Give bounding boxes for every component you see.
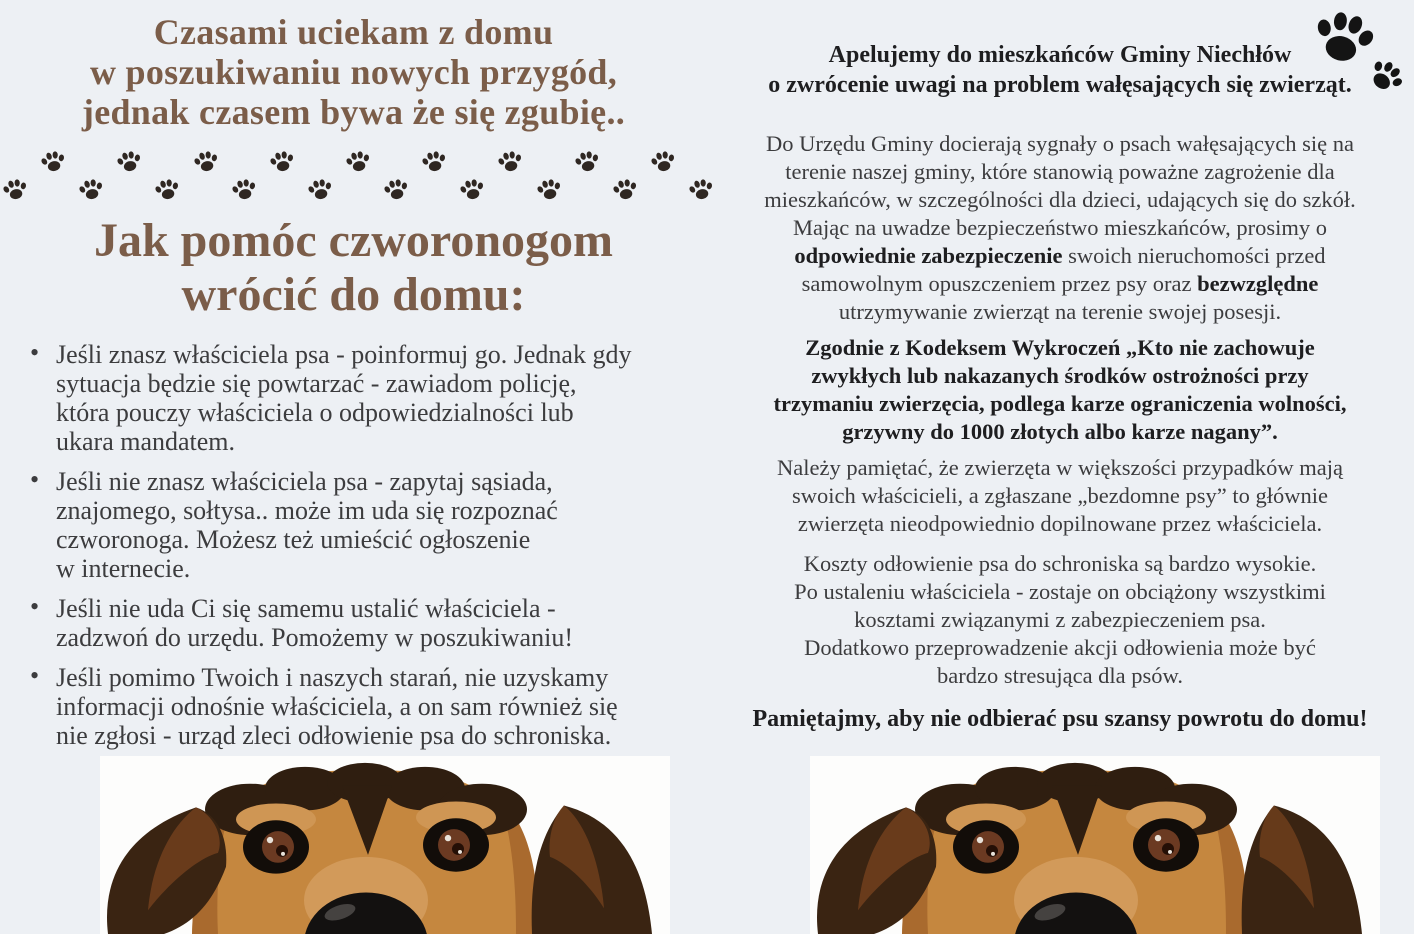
paw-icon (190, 147, 220, 176)
paw-icon (305, 175, 335, 204)
paw-icon (381, 175, 411, 204)
bullet-marker: • (30, 338, 40, 367)
paw-icon (343, 147, 373, 176)
right-column (722, 40, 1398, 734)
paw-icon (686, 175, 716, 204)
paw-icon (495, 147, 525, 176)
bullet-marker: • (30, 592, 40, 621)
paw-icon (610, 175, 640, 204)
list-item (30, 340, 698, 456)
paragraph-code-of-offenses: Zgodnie z Kodeksem Wykroczeń „Kto nie zachowuje zwykłych lub nakazanych środków ostrożności przy trzymaniu zwierzęcia, podlega karze ograniczenia wolności, grzywny do 1000 złotych albo karze nagany”. (773, 335, 1347, 444)
paw-icon (152, 175, 182, 204)
paw-icon (267, 147, 297, 176)
paw-icon (114, 147, 144, 176)
list-item-text: Jeśli pomimo Twoich i naszych starań, nie uzyskamy informacji odnośnie właściciela, a on sam również się nie zgłosi - urząd zleci odłowienie psa do schroniska. (56, 663, 618, 750)
list-item (30, 467, 698, 583)
list-item-text: Jeśli nie uda Ci się samemu ustalić właściciela - zadzwoń do urzędu. Pomożemy w poszukiwaniu! (56, 594, 573, 652)
list-item (30, 663, 698, 750)
left-heading: Jak pomóc czworonogom wrócić do domu: (93, 214, 614, 321)
paw-icon (571, 147, 601, 176)
bullet-marker: • (30, 661, 40, 690)
dog-photo-art (100, 756, 670, 934)
paw-divider-row (2, 149, 714, 209)
list-item-text: Jeśli znasz właściciela psa - poinformuj go. Jednak gdy sytuacja będzie się powtarzać - zawiadom policję, która pouczy właściciela o odpowiedzialności lub ukara mandatem. (56, 340, 632, 456)
paw-icon (76, 175, 106, 204)
appeal-header: Apelujemy do mieszkańców Gminy Niechłów o zwrócenie uwagi na problem wałęsających się zwierząt. (768, 42, 1352, 98)
dog-photo (100, 756, 670, 934)
closing-line: Pamiętajmy, aby nie odbierać psu szansy powrotu do domu! (752, 706, 1368, 732)
help-steps-list (30, 340, 698, 761)
paw-icon (0, 175, 30, 204)
paw-icon (228, 175, 258, 204)
paw-icon (38, 147, 68, 176)
paragraph-costs: Koszty odłowienie psa do schroniska są bardzo wysokie. Po ustaleniu właściciela - zostaje on obciążony wszystkimi kosztami związanymi z zabezpieczeniem psa. Dodatkowo przeprowadzenie akcji odłowienia może być bardzo stresująca dla psów. (794, 551, 1326, 688)
dog-photo-art (810, 756, 1380, 934)
paragraph-signals: Do Urzędu Gminy docierają sygnały o psach wałęsających się na terenie naszej gminy, które stanowią poważne zagrożenie dla mieszkańców, w szczególności dla dzieci, udających się do szkół. Mając na uwadze bezpieczeństwo mieszkańców, prosimy o odpowiednie zabezpieczenie swoich nieruchomości przed samowolnym opuszczeniem przez psy oraz bezwzględne utrzymywanie zwierząt na terenie swojej posesji. (764, 131, 1356, 324)
left-intro-text: Czasami uciekam z domu w poszukiwaniu nowych przygód, jednak czasem bywa że się zgubię.. (81, 12, 626, 132)
paw-icon (457, 175, 487, 204)
list-item-text: Jeśli nie znasz właściciela psa - zapytaj sąsiada, znajomego, sołtysa.. może im uda się rozpoznać czworonoga. Możesz też umieścić ogłoszenie w internecie. (56, 467, 558, 583)
paw-icon (419, 147, 449, 176)
paw-icon (648, 147, 678, 176)
bullet-marker: • (30, 465, 40, 494)
paw-icon (533, 175, 563, 204)
paragraph-owners: Należy pamiętać, że zwierzęta w większości przypadków mają swoich właścicieli, a zgłaszane „bezdomne psy” to głównie zwierzęta nieodpowiednio dopilnowane przez właściciela. (777, 455, 1343, 536)
list-item (30, 594, 698, 652)
dog-photo (810, 756, 1380, 934)
